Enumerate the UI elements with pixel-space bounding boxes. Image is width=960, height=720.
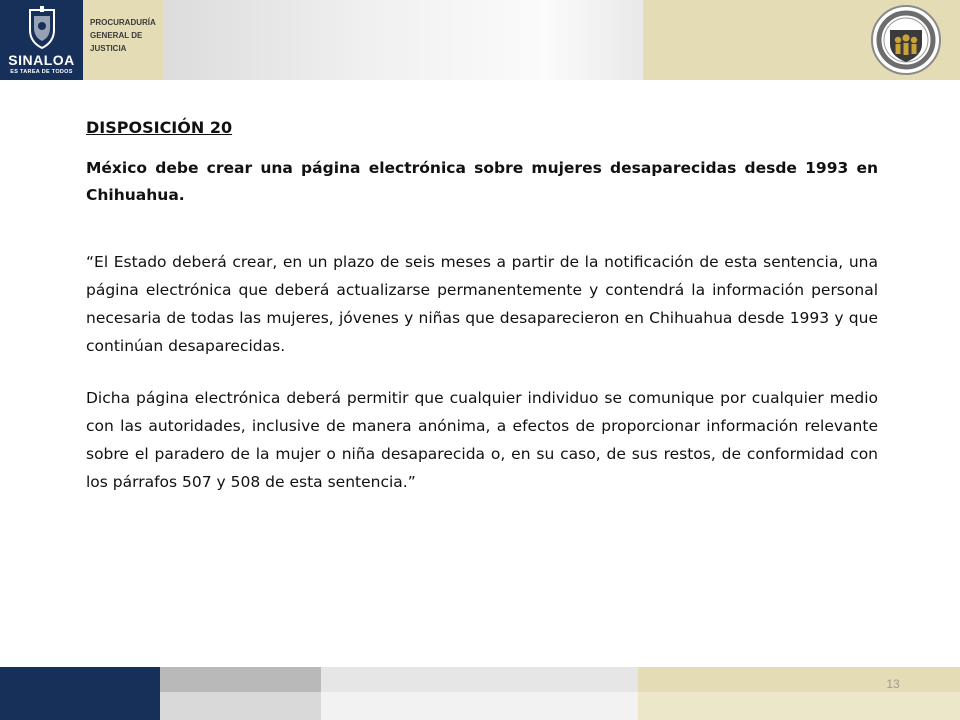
- state-coat-of-arms-icon: [26, 6, 58, 50]
- state-name: SINALOA: [8, 52, 75, 68]
- header-gradient-band: [163, 0, 643, 80]
- page-number: 13: [886, 677, 900, 691]
- agency-line-3: JUSTICIA: [90, 44, 127, 53]
- state-logo-block: [0, 0, 83, 80]
- slide-heading: DISPOSICIÓN 20: [86, 118, 233, 137]
- state-motto: ES TAREA DE TODOS: [10, 69, 73, 75]
- footer-navy-block: [0, 667, 160, 720]
- footer-beige-block-bottom: [638, 692, 960, 720]
- quote-paragraph-1: “El Estado deberá crear, en un plazo de seis meses a partir de la notificación de esta sentencia, una página electrónica que deberá actualizarse permanentemente y contendrá la información personal necesaria de todas las mujeres, jóvenes y niñas que desaparecieron en Chihuahua desde 1993 y que continúan desaparecidas.: [86, 253, 878, 355]
- institution-seal-icon: [870, 4, 942, 76]
- footer-light-block-bottom: [321, 692, 638, 720]
- agency-line-2: GENERAL DE: [90, 31, 143, 40]
- footer-gray-block-top: [160, 667, 321, 692]
- slide-content: [86, 118, 878, 520]
- slide-subtitle: México debe crear una página electrónica sobre mujeres desaparecidas desde 1993 en Chihuahua.: [86, 159, 878, 204]
- agency-name: [90, 16, 162, 55]
- header-bar: [0, 0, 960, 80]
- footer-beige-block-top: [638, 667, 960, 692]
- footer-gray-block-bottom: [160, 692, 321, 720]
- agency-line-1: PROCURADURÍA: [90, 18, 156, 27]
- quote-paragraph-2: Dicha página electrónica deberá permitir que cualquier individuo se comunique por cualquier medio con las autoridades, inclusive de manera anónima, a efectos de proporcionar información relevante sobre el paradero de la mujer o niña desaparecida o, en su caso, de sus restos, de conformidad con los párrafos 507 y 508 de esta sentencia.”: [86, 389, 878, 491]
- footer-light-block-top: [321, 667, 638, 692]
